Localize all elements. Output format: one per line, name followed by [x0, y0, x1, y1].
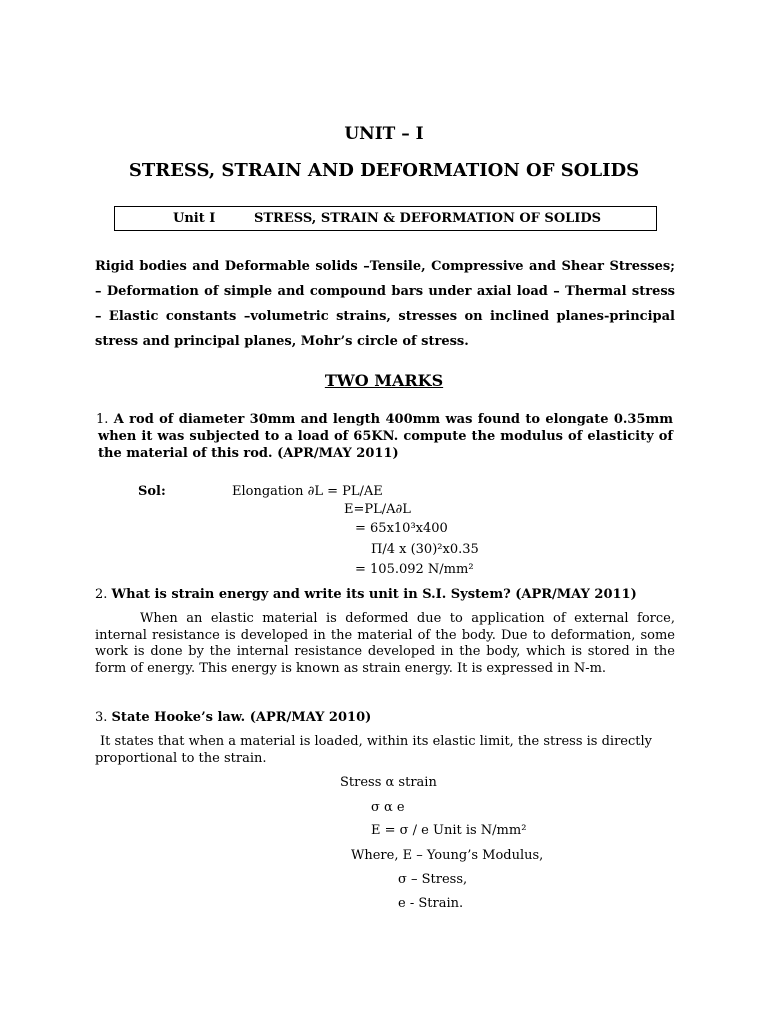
equation-line: Elongation ∂L = PL/AE [232, 484, 383, 499]
unit-heading: UNIT – I [344, 124, 424, 144]
equation-line: Π/4 x (30)²x0.35 [371, 542, 479, 557]
question-number: 3. [95, 710, 108, 725]
answer-paragraph: It states that when a material is loaded, within its elastic limit, the stress is directly proportional to the strain. [95, 734, 652, 766]
equation-line: Where, E – Young’s Modulus, [351, 848, 544, 863]
equation-line: = 65x10³x400 [355, 521, 448, 536]
equation-line: σ α e [371, 800, 405, 815]
syllabus-text: Rigid bodies and Deformable solids –Tensile, Compressive and Shear Stresses; – Deformation of simple and compound bars under axial load – Thermal stress – Elastic constants –volumetric strains, stresses on inclined planes-principal stress and principal planes, Mohr’s circle of stress. [95, 259, 675, 349]
question-text: State Hooke’s law. (APR/MAY 2010) [111, 710, 372, 725]
question-number: 1. [96, 412, 109, 427]
question-text: What is strain energy and write its unit in S.I. System? (APR/MAY 2011) [111, 587, 637, 602]
section-heading: TWO MARKS [324, 371, 444, 390]
equation-line: E=PL/A∂L [344, 502, 411, 517]
equation-line: = 105.092 N/mm² [355, 562, 474, 577]
question-2 [95, 587, 637, 602]
page-title: STRESS, STRAIN AND DEFORMATION OF SOLIDS [128, 160, 640, 181]
question-3 [95, 710, 371, 725]
question-text: A rod of diameter 30mm and length 400mm was found to elongate 0.35mm when it was subjected to a load of 65KN. compute the modulus of elasticity of the material of this rod. (APR/MAY 2011) [98, 412, 673, 461]
syllabus-unit-label: Unit I [173, 211, 216, 226]
equation-line: σ – Stress, [398, 872, 468, 887]
question-number: 2. [95, 587, 108, 602]
solution-label: Sol: [138, 484, 166, 499]
equation-line: Stress α strain [340, 775, 437, 790]
syllabus-unit-title: STRESS, STRAIN & DEFORMATION OF SOLIDS [254, 211, 602, 226]
equation-line: E = σ / e Unit is N/mm² [371, 823, 527, 838]
equation-line: e - Strain. [398, 896, 464, 911]
question-1 [98, 411, 673, 462]
answer-paragraph: When an elastic material is deformed due to application of external force, internal resistance is developed in the material of the body. Due to deformation, some work is done by the internal resistance developed in the body, which is stored in the form of energy. This energy is known as strain energy. It is expressed in N-m. [95, 611, 675, 676]
syllabus-box [114, 206, 657, 231]
